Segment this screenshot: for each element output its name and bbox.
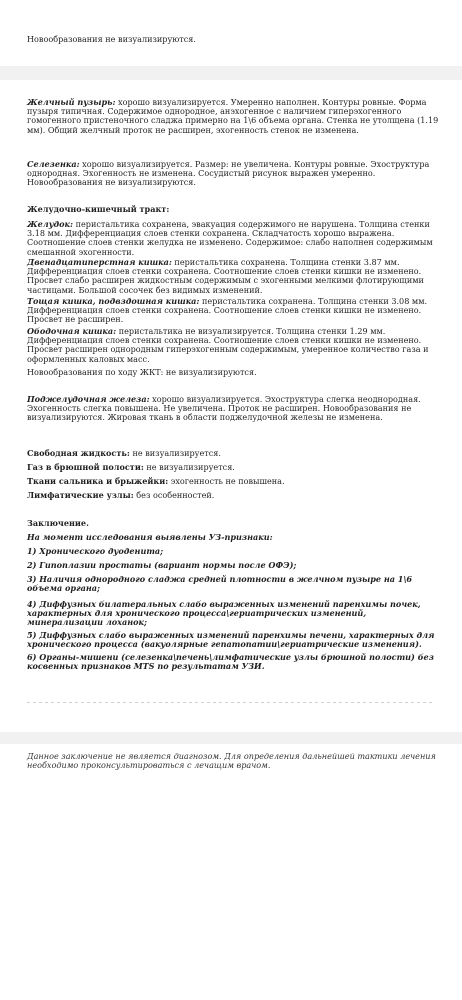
pancreas-label: Поджелудочная железа: [27,394,150,404]
spleen-paragraph [27,160,439,188]
report-card-top [0,0,462,66]
duodenum-paragraph [27,258,439,295]
divider-line [27,702,435,703]
lymph-nodes-label: Лимфатические узлы: [27,490,134,500]
conclusion-item: 5) Диффузных слабо выраженных изменений паренхимы печени, характерных для хронического процесса (вакуолярные гепатопатии\гериатрические изменения). [27,630,435,650]
colon-label: Ободочная кишка: [27,326,117,336]
free-fluid-text: не визуализируется. [129,448,221,458]
disclaimer-card [0,744,462,1000]
free-fluid-label: Свободная жидкость: [27,448,130,458]
conclusion-heading: Заключение. [27,518,89,528]
conclusion-item: 4) Диффузных билатеральных слабо выраженных изменений паренхимы почек, характерных для хронического процесса\гериатрических изменений, минерализации лоханок; [27,599,421,628]
stomach-text: перистальтика сохранена, эвакуация содержимого не нарушена. Толщина стенки 3.18 мм. Дифференциация слоев стенки сохранена. Складчатость хорошо выражена. Соотношение слоев стенки желудка не изменено. Содержимое: слабо наполнен содержимым смешанной эхогенности. [27,219,433,257]
omentum-label: Ткани сальника и брыжейки: [27,476,169,486]
gallbladder-paragraph [27,98,439,135]
gi-heading: Желудочно-кишечный тракт: [27,204,170,214]
abdominal-gas-text: не визуализируется. [143,462,235,472]
conclusion-intro: На момент исследования выявлены УЗ-признаки: [27,532,273,542]
conclusion-item: 1) Хронического дуоденита; [27,546,164,556]
conclusion-item: 6) Органы-мишени (селезенка\печень\лимфатические узлы брюшной полости) без косвенных признаков MTS по результатам УЗИ. [27,652,434,672]
jejunum-text: перистальтика сохранена. Толщина стенки 3.08 мм. Дифференциация слоев стенки сохранена. Соотношение слоев стенки кишки не изменено. Просвет не расширен. [27,296,428,325]
gallbladder-label: Желчный пузырь: [27,97,116,107]
pancreas-paragraph [27,395,439,423]
conclusion-item: 2) Гипоплазии простаты (вариант нормы после ОФЭ); [27,560,297,570]
colon-paragraph [27,327,439,364]
section-gap [0,66,462,80]
duodenum-text: перистальтика сохранена. Толщина стенки 3.87 мм. Дифференциация слоев стенки сохранена. Соотношение слоев стенки кишки не изменено. Просвет слабо расширен жидкостным содержимым с эхогенными мелкими флотирующими частицами. Большой сосочек без видимых изменений. [27,257,424,295]
stomach-label: Желудок: [27,219,74,229]
abdominal-gas-label: Газ в брюшной полости: [27,462,144,472]
gallbladder-text: хорошо визуализируется. Умеренно наполнен. Контуры ровные. Форма пузыря типичная. Содержимое однородное, анэхогенное с наличием гиперэхогенного гомогенного пристеночного сладжа примерно на 1\6 объема органа. Стенка не утолщена (1.19 мм). Общий желчный проток не расширен, эхогенность стенок не изменена. [27,97,439,135]
free-fluid-line [27,449,439,458]
omentum-line [27,477,439,486]
jejunum-label: Тощая кишка, подвздошная кишка: [27,296,200,306]
disclaimer-text: Данное заключение не является диагнозом. Для определения дальнейшей тактики лечения необходимо проконсультироваться с лечащим врачом. [27,751,436,771]
pancreas-text: хорошо визуализируется. Эхоструктура слегка неоднородная. Эхогенность слегка повышена. Не увеличена. Проток не расширен. Новообразования не визуализируются. Жировая ткань в области поджелудочной железы не изменена. [27,394,421,423]
section-gap [0,732,462,744]
abdominal-gas-line [27,463,439,472]
omentum-text: эхогенность не повышена. [168,476,285,486]
lymph-nodes-text: без особенностей. [133,490,215,500]
spleen-text: хорошо визуализируется. Размер: не увеличена. Контуры ровные. Эхоструктура однородная. Эхогенность не изменена. Сосудистый рисунок выражен умеренно. Новообразования не визуализируются. [27,159,430,188]
conclusion-item: 3) Наличия однородного сладжа средней плотности в желчном пузыре на 1\6 объема органа; [27,574,413,594]
jejunum-paragraph [27,297,439,325]
colon-text: перистальтика не визуализируется. Толщина стенки 1.29 мм. Дифференциация слоев стенки сохранена. Соотношение слоев стенки кишки не изменено. Просвет расширен однородным гиперэхогенным содержимым, умеренное количество газа и оформленных каловых масс. [27,326,429,364]
lymph-nodes-line [27,491,439,500]
stomach-paragraph [27,220,439,257]
spleen-label: Селезенка: [27,159,80,169]
gi-tumors-text: Новообразования по ходу ЖКТ: не визуализируются. [27,367,257,377]
top-tumors-text: Новообразования не визуализируются. [27,34,196,44]
duodenum-label: Двенадцатиперстная кишка: [27,257,172,267]
